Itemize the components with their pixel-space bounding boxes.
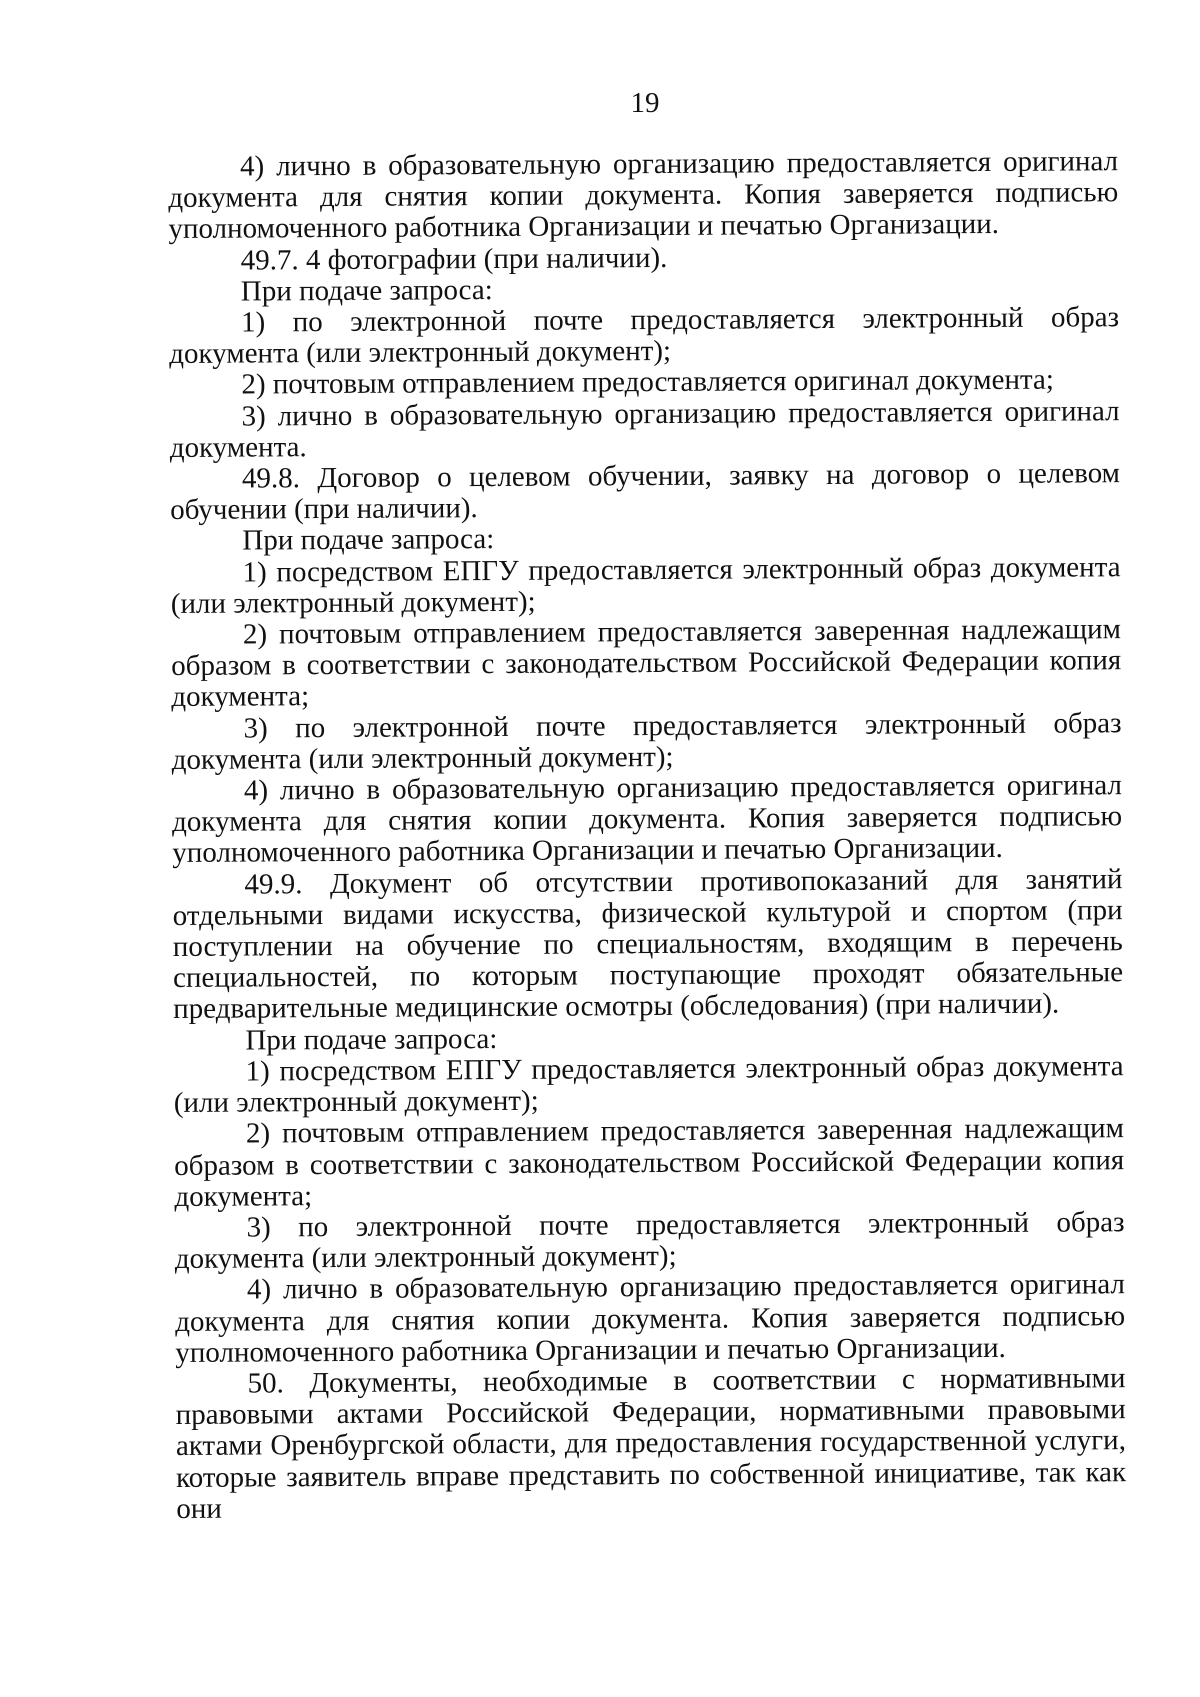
paragraph-request-intro: При подаче запроса:: [245, 1022, 498, 1057]
paragraph-request-intro: При подаче запроса:: [242, 523, 495, 557]
paragraph-49-9-heading: 49.9. Документ об отсутствии противопоказаний для занятий отдельными видами искусства, физической культурой и спортом (при поступлении на обучение по специальностям, входящим в перечень специальностей, по которым поступающие проходят обязательные предварительные медицинские осмотры (обследования) (при наличии).: [172, 862, 1124, 1026]
paragraph-4-in-person-copy: 4) лично в образовательную организацию предоставляется оригинал документа для снятия копии документа. Копия заверяется подписью уполномоченного работника Организации и печатью Организации.: [168, 145, 1119, 246]
paragraph-email-option: 3) по электронной почте предоставляется электронный образ документа (или электронный документ);: [171, 706, 1122, 776]
paragraph-in-person-option: 3) лично в образовательную организацию предоставляется оригинал документа.: [169, 394, 1120, 464]
paragraph-50-heading: 50. Документы, необходимые в соответствии с нормативными правовыми актами Российской Федерации, нормативными правовыми актами Оренбургской области, для предоставления государственной услуги, которые заявитель вправе представить по собственной инициативе, так как они: [175, 1362, 1127, 1525]
paragraph-epgu-option: 1) посредством ЕПГУ предоставляется электронный образ документа (или электронный документ);: [170, 550, 1121, 620]
paragraph-epgu-option: 1) посредством ЕПГУ предоставляется электронный образ документа (или электронный документ);: [173, 1050, 1124, 1120]
paragraph-49-7-heading: 49.7. 4 фотографии (при наличии).: [240, 241, 668, 277]
document-body: [168, 146, 1126, 1525]
paragraph-mail-option: 2) почтовым отправлением предоставляется оригинал документа;: [241, 364, 1054, 401]
paragraph-mail-certified-option: 2) почтовым отправлением предоставляется заверенная надлежащим образом в соответствии с законодательством Российской Федерации копия документа;: [171, 613, 1122, 714]
page-number: 19: [630, 87, 660, 119]
paragraph-email-option: 1) по электронной почте предоставляется электронный образ документа (или электронный документ);: [169, 301, 1120, 371]
paragraph-request-intro: При подаче запроса:: [240, 273, 493, 308]
paragraph-in-person-copy-option: 4) лично в образовательную организацию предоставляется оригинал документа для снятия копии документа. Копия заверяется подписью уполномоченного работника Организации и печатью Организации.: [175, 1268, 1126, 1369]
paragraph-mail-certified-option: 2) почтовым отправлением предоставляется заверенная надлежащим образом в соответствии с законодательством Российской Федерации копия документа;: [174, 1112, 1125, 1213]
paragraph-in-person-copy-option: 4) лично в образовательную организацию предоставляется оригинал документа для снятия копии документа. Копия заверяется подписью уполномоченного работника Организации и печатью Организации.: [171, 769, 1123, 870]
paragraph-49-8-heading: 49.8. Договор о целевом обучении, заявку на договор о целевом обучении (при наличии).: [170, 457, 1121, 527]
paragraph-email-option: 3) по электронной почте предоставляется электронный образ документа (или электронный документ);: [174, 1206, 1125, 1276]
